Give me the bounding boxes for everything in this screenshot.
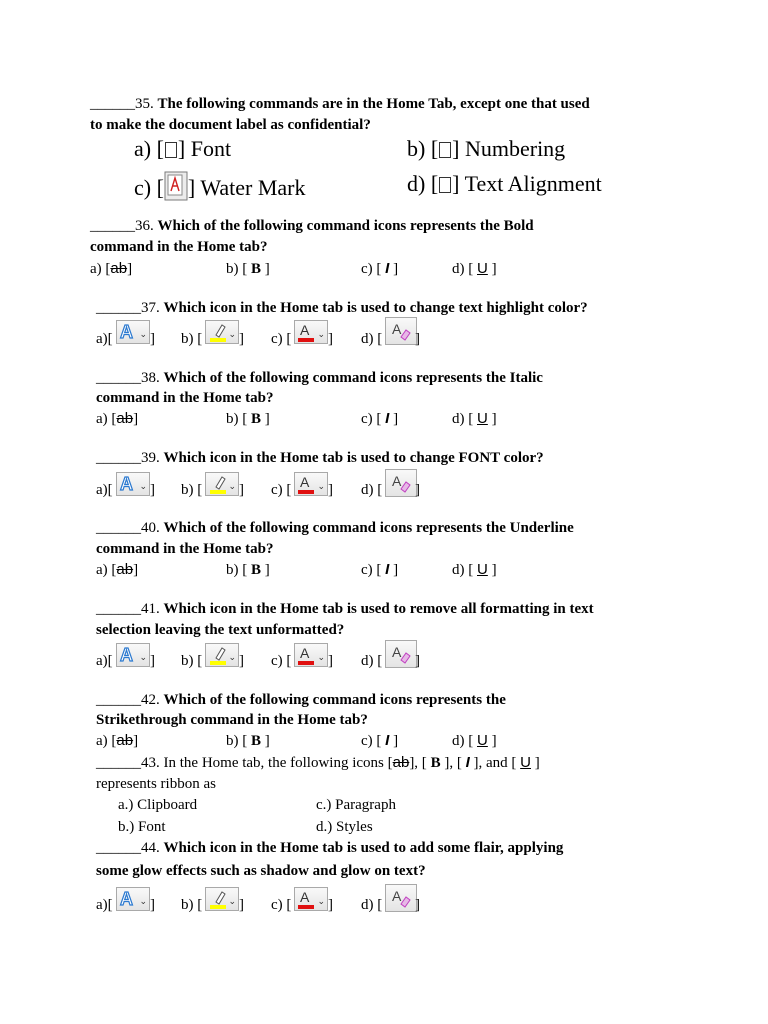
underline-icon: U <box>520 754 531 771</box>
q43-option-a[interactable]: a.) Clipboard <box>118 797 198 813</box>
option-prefix: b) [ <box>181 331 203 347</box>
option-label: ] Text Alignment <box>452 171 602 196</box>
q42-option-a[interactable] <box>96 732 138 750</box>
answer-blank[interactable]: ______ <box>96 520 141 536</box>
q39-option-b[interactable] <box>181 481 202 499</box>
question-number: 42. <box>141 692 160 708</box>
question-text: The following commands are in the Home Tab, except one that used <box>157 96 590 112</box>
option-suffix: ] <box>133 562 139 578</box>
question-35-line2 <box>90 115 371 135</box>
q43-option-c[interactable]: c.) Paragraph <box>316 797 396 813</box>
option-suffix: ] <box>127 261 133 277</box>
font-color-icon <box>294 320 328 344</box>
q37-option-d-close: ] <box>415 331 420 347</box>
strikethrough-icon: ab <box>116 410 134 427</box>
q39-option-d[interactable] <box>361 481 382 499</box>
answer-blank[interactable]: ______ <box>96 840 141 856</box>
option-prefix: a)[ <box>96 482 113 498</box>
q44-option-c-close: ] <box>328 897 333 913</box>
option-prefix: a)[ <box>96 897 113 913</box>
option-prefix: d) [ <box>452 733 477 749</box>
underline-icon: U <box>477 260 488 277</box>
option-suffix: ] <box>487 411 497 427</box>
option-prefix: c) [ <box>271 331 292 347</box>
q41-option-b-close: ] <box>239 653 244 669</box>
clear-format-letter: A <box>392 321 402 337</box>
q40-option-b[interactable] <box>226 561 270 579</box>
q42-option-c[interactable] <box>361 732 398 750</box>
text-effects-letter: A <box>120 889 133 909</box>
bold-icon: B <box>251 411 262 427</box>
font-color-icon <box>294 643 328 667</box>
italic-icon: I <box>465 754 470 771</box>
q40-option-a[interactable] <box>96 561 138 579</box>
font-color-letter: A <box>300 322 310 338</box>
option-prefix: a) [ <box>96 411 117 427</box>
separator: ], [ <box>409 755 431 771</box>
q44-option-b-close: ] <box>239 897 244 913</box>
chevron-down-icon: ⌄ <box>317 330 325 340</box>
answer-blank[interactable]: ______ <box>96 370 141 386</box>
option-prefix: a)[ <box>96 653 113 669</box>
q40-option-d[interactable] <box>452 561 497 579</box>
q37-option-a-close: ] <box>150 331 155 347</box>
question-40-line2 <box>96 539 274 559</box>
question-40 <box>96 518 574 538</box>
question-44-line2 <box>96 861 426 881</box>
chevron-down-icon: ⌄ <box>139 653 147 663</box>
option-prefix: d) [ <box>407 171 439 196</box>
highlight-color-icon <box>205 472 239 496</box>
question-43-line2 <box>96 775 216 793</box>
q39-option-b-close: ] <box>239 482 244 498</box>
font-color-letter: A <box>300 645 310 661</box>
question-text: command in the Home tab? <box>96 541 274 557</box>
bold-icon: B <box>251 261 262 277</box>
q44-option-a-close: ] <box>150 897 155 913</box>
option-suffix: ] <box>389 261 399 277</box>
q42-option-b[interactable] <box>226 732 270 750</box>
option-prefix: b) [ <box>226 562 251 578</box>
option-label: ] Water Mark <box>187 175 306 200</box>
q37-option-b-close: ] <box>239 331 244 347</box>
option-prefix: c) [ <box>361 733 386 749</box>
strikethrough-icon: ab <box>116 732 134 749</box>
option-prefix: b) [ <box>181 897 203 913</box>
q41-option-a-close: ] <box>150 653 155 669</box>
q41-option-c[interactable] <box>271 652 291 670</box>
option-prefix: d) [ <box>361 897 383 913</box>
option-suffix: ] <box>261 562 270 578</box>
q35-option-a[interactable] <box>134 136 231 162</box>
q39-option-a-close: ] <box>150 482 155 498</box>
clear-formatting-icon <box>385 469 417 497</box>
option-prefix: a) [ <box>96 562 117 578</box>
q38-option-d[interactable] <box>452 410 497 428</box>
q40-option-c[interactable] <box>361 561 398 579</box>
question-44 <box>96 838 563 858</box>
question-42 <box>96 690 506 710</box>
question-text: command in the Home tab? <box>96 390 274 406</box>
clear-formatting-icon <box>385 884 417 912</box>
option-suffix: ] <box>261 411 270 427</box>
q44-option-c[interactable] <box>271 896 291 914</box>
question-text: selection leaving the text unformatted? <box>96 622 345 638</box>
option-prefix: d) [ <box>452 261 477 277</box>
q39-option-c-close: ] <box>328 482 333 498</box>
q38-option-b[interactable] <box>226 410 270 428</box>
separator: ], [ <box>440 755 466 771</box>
question-41 <box>96 599 594 619</box>
font-color-icon <box>294 887 328 911</box>
highlight-color-icon <box>205 320 239 344</box>
option-prefix: c) [ <box>361 411 386 427</box>
q44-option-d-close: ] <box>415 897 420 913</box>
missing-icon <box>165 142 177 158</box>
option-suffix: ] <box>389 411 399 427</box>
question-42-line2 <box>96 710 368 730</box>
q39-option-d-close: ] <box>415 482 420 498</box>
bold-icon: B <box>251 733 262 749</box>
missing-icon <box>439 177 451 193</box>
question-text: represents ribbon as <box>96 776 216 792</box>
option-prefix: b) [ <box>181 653 203 669</box>
italic-icon: I <box>385 561 390 578</box>
italic-icon: I <box>385 260 390 277</box>
question-text: some glow effects such as shadow and glow on text? <box>96 863 426 879</box>
font-color-icon <box>294 472 328 496</box>
q43-option-d[interactable]: d.) Styles <box>316 819 373 835</box>
q41-option-c-close: ] <box>328 653 333 669</box>
question-text: to make the document label as confidential? <box>90 117 371 133</box>
answer-blank[interactable]: ______ <box>96 692 141 708</box>
question-39 <box>96 448 544 468</box>
option-suffix: ] <box>389 733 399 749</box>
option-suffix: ] <box>487 733 497 749</box>
strikethrough-icon: ab <box>110 260 128 277</box>
q36-option-a[interactable] <box>90 260 132 278</box>
option-suffix: ] <box>389 562 399 578</box>
underline-icon: U <box>477 561 488 578</box>
q36-option-b[interactable] <box>226 260 270 278</box>
chevron-down-icon: ⌄ <box>139 897 147 907</box>
chevron-down-icon: ⌄ <box>228 897 236 907</box>
question-number: 36. <box>135 218 154 234</box>
question-text: Which of the following command icons represents the Italic <box>163 370 543 386</box>
q41-option-d[interactable] <box>361 652 382 670</box>
option-prefix: a) [ <box>96 733 117 749</box>
q41-option-d-close: ] <box>415 653 420 669</box>
option-prefix: a)[ <box>96 331 113 347</box>
option-suffix: ] <box>133 733 139 749</box>
q43-option-b[interactable]: b.) Font <box>118 819 166 835</box>
question-38-line2 <box>96 388 274 408</box>
q36-option-c[interactable] <box>361 260 398 278</box>
q35-option-c[interactable] <box>134 171 305 201</box>
question-text: Strikethrough command in the Home tab? <box>96 712 368 728</box>
question-38 <box>96 368 543 388</box>
question-number: 41. <box>141 601 160 617</box>
option-suffix: ] <box>261 261 270 277</box>
answer-blank[interactable]: ______ <box>96 601 141 617</box>
question-37 <box>96 298 588 318</box>
answer-blank[interactable]: ______ <box>96 755 141 771</box>
question-text: command in the Home tab? <box>90 239 268 255</box>
clear-format-letter: A <box>392 888 402 904</box>
text-effects-letter: A <box>120 322 133 342</box>
bold-icon: B <box>430 755 441 771</box>
q37-option-a[interactable] <box>96 330 113 348</box>
watermark-icon <box>164 171 188 201</box>
option-prefix: d) [ <box>361 482 383 498</box>
question-36-line2 <box>90 237 268 257</box>
option-prefix: b) [ <box>226 261 251 277</box>
answer-blank[interactable]: ______ <box>90 218 135 234</box>
answer-blank[interactable]: ______ <box>96 450 141 466</box>
missing-icon <box>439 142 451 158</box>
text-effects-icon <box>116 887 150 911</box>
question-41-line2 <box>96 620 344 640</box>
option-prefix: b) [ <box>226 411 251 427</box>
option-label: ] Font <box>177 136 232 161</box>
question-number: 39. <box>141 450 160 466</box>
text-effects-icon <box>116 320 150 344</box>
question-text: Which icon in the Home tab is used to change FONT color? <box>163 450 544 466</box>
option-prefix: c) [ <box>271 897 292 913</box>
option-label: ] Numbering <box>452 136 566 161</box>
chevron-down-icon: ⌄ <box>317 482 325 492</box>
q38-option-a[interactable] <box>96 410 138 428</box>
question-number: 37. <box>141 300 160 316</box>
bold-icon: B <box>251 562 262 578</box>
question-36 <box>90 216 534 236</box>
text-effects-icon <box>116 643 150 667</box>
option-prefix: c) [ <box>271 653 292 669</box>
chevron-down-icon: ⌄ <box>317 897 325 907</box>
option-prefix: d) [ <box>452 562 477 578</box>
separator: ] <box>531 755 540 771</box>
question-text: Which icon in the Home tab is used to add some flair, applying <box>163 840 564 856</box>
separator: ], and [ <box>469 755 521 771</box>
question-35 <box>90 94 590 114</box>
option-prefix: a) [ <box>134 136 164 161</box>
option-prefix: b) [ <box>407 136 439 161</box>
chevron-down-icon: ⌄ <box>228 482 236 492</box>
question-number: 43. <box>141 755 160 771</box>
strikethrough-icon: ab <box>116 561 134 578</box>
q35-option-b[interactable] <box>407 136 565 162</box>
question-43 <box>96 754 540 772</box>
question-text: Which icon in the Home tab is used to change text highlight color? <box>163 300 588 316</box>
question-text: Which icon in the Home tab is used to remove all formatting in text <box>163 601 594 617</box>
question-number: 38. <box>141 370 160 386</box>
option-prefix: b) [ <box>226 733 251 749</box>
q41-option-b[interactable] <box>181 652 202 670</box>
option-suffix: ] <box>133 411 139 427</box>
q38-option-c[interactable] <box>361 410 398 428</box>
clear-format-letter: A <box>392 644 402 660</box>
underline-icon: U <box>477 732 488 749</box>
option-prefix: c) [ <box>361 261 386 277</box>
clear-format-letter: A <box>392 473 402 489</box>
underline-icon: U <box>477 410 488 427</box>
font-color-letter: A <box>300 889 310 905</box>
q35-option-d[interactable] <box>407 171 602 197</box>
q44-option-b[interactable] <box>181 896 202 914</box>
italic-icon: I <box>385 732 390 749</box>
q37-option-d[interactable] <box>361 330 382 348</box>
option-prefix: c) [ <box>271 482 292 498</box>
question-text: Which of the following command icons represents the Bold <box>157 218 534 234</box>
question-number: 40. <box>141 520 160 536</box>
q37-option-b[interactable] <box>181 330 202 348</box>
answer-blank[interactable]: ______ <box>96 300 141 316</box>
option-prefix: b) [ <box>181 482 203 498</box>
option-prefix: d) [ <box>452 411 477 427</box>
chevron-down-icon: ⌄ <box>228 653 236 663</box>
text-effects-icon <box>116 472 150 496</box>
option-prefix: d) [ <box>361 331 383 347</box>
option-prefix: a) [ <box>90 261 111 277</box>
question-number: 35. <box>135 96 154 112</box>
option-prefix: d) [ <box>361 653 383 669</box>
q42-option-d[interactable] <box>452 732 497 750</box>
italic-icon: I <box>385 410 390 427</box>
font-color-letter: A <box>300 474 310 490</box>
q36-option-d[interactable] <box>452 260 497 278</box>
chevron-down-icon: ⌄ <box>317 653 325 663</box>
chevron-down-icon: ⌄ <box>139 330 147 340</box>
option-prefix: c) [ <box>361 562 386 578</box>
q37-option-c-close: ] <box>328 331 333 347</box>
clear-formatting-icon <box>385 317 417 345</box>
q41-option-a[interactable] <box>96 652 113 670</box>
chevron-down-icon: ⌄ <box>139 482 147 492</box>
option-suffix: ] <box>487 261 497 277</box>
q44-option-a[interactable] <box>96 896 113 914</box>
chevron-down-icon: ⌄ <box>228 330 236 340</box>
q44-option-d[interactable] <box>361 896 382 914</box>
option-suffix: ] <box>261 733 270 749</box>
text-effects-letter: A <box>120 474 133 494</box>
question-text: In the Home tab, the following icons [ <box>159 755 393 771</box>
clear-formatting-icon <box>385 640 417 668</box>
highlight-color-icon <box>205 643 239 667</box>
answer-blank[interactable]: ______ <box>90 96 135 112</box>
strikethrough-icon: ab <box>392 754 410 771</box>
question-text: Which of the following command icons represents the Underline <box>163 520 574 536</box>
q39-option-c[interactable] <box>271 481 291 499</box>
option-prefix: c) [ <box>134 175 164 200</box>
option-suffix: ] <box>487 562 497 578</box>
question-number: 44. <box>141 840 160 856</box>
highlight-color-icon <box>205 887 239 911</box>
question-text: Which of the following command icons represents the <box>163 692 506 708</box>
q37-option-c[interactable] <box>271 330 291 348</box>
q39-option-a[interactable] <box>96 481 113 499</box>
text-effects-letter: A <box>120 645 133 665</box>
